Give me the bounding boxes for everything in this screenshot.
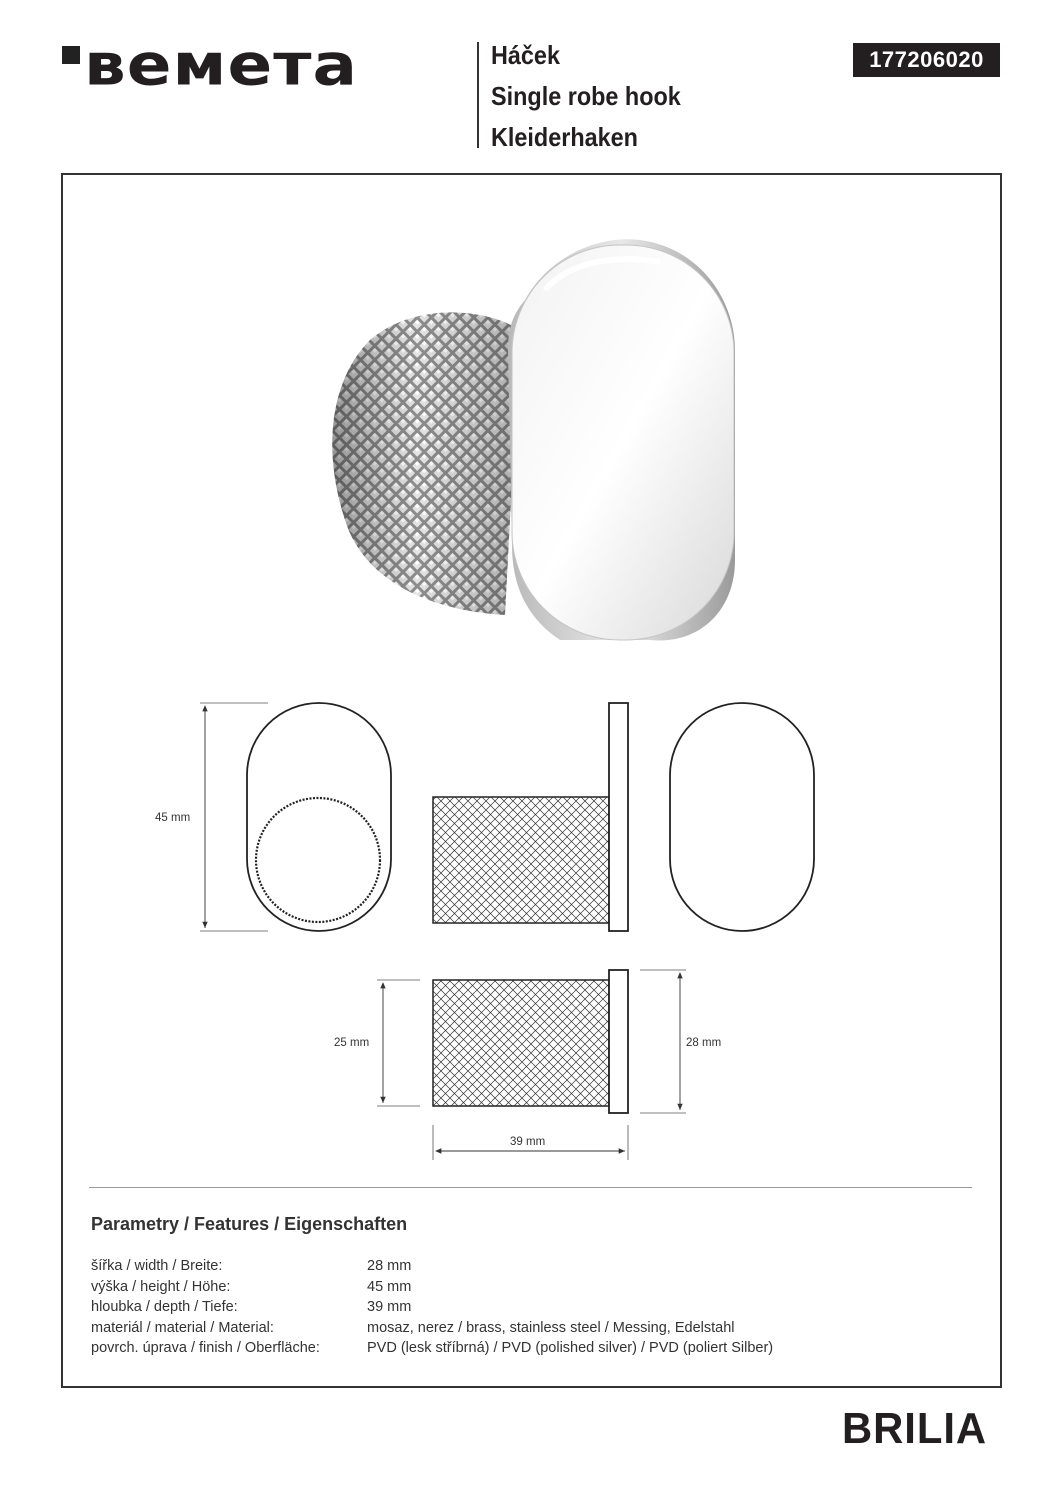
- brand-logo: ʙeмeтa: [84, 30, 359, 99]
- width-dimension-label: 28 mm: [686, 1037, 722, 1049]
- neck-dimension-label: 25 mm: [334, 1037, 370, 1049]
- side-view: [433, 703, 628, 931]
- spec-label: šířka / width / Breite:: [91, 1258, 223, 1274]
- header-divider: [477, 42, 479, 148]
- height-dimension-label: 45 mm: [155, 812, 191, 824]
- title-czech: Háček: [491, 40, 560, 70]
- section-divider: [89, 1187, 972, 1188]
- title-english: Single robe hook: [491, 81, 681, 111]
- spec-label: výška / height / Höhe:: [91, 1279, 231, 1295]
- spec-label: hloubka / depth / Tiefe:: [91, 1299, 238, 1315]
- features-heading: Parametry / Features / Eigenschaften: [91, 1214, 408, 1234]
- spec-value: PVD (lesk stříbrná) / PVD (polished silver) / PVD (poliert Silber): [367, 1340, 774, 1356]
- spec-row-finish: [91, 1340, 971, 1360]
- spec-row-height: [91, 1279, 971, 1299]
- spec-label: materiál / material / Material:: [91, 1320, 274, 1336]
- spec-value: 39 mm: [367, 1299, 412, 1315]
- spec-row-material: [91, 1320, 971, 1340]
- spec-value: 45 mm: [367, 1279, 412, 1295]
- series-name: BRILIA: [842, 1404, 988, 1453]
- spec-row-depth: [91, 1299, 971, 1319]
- product-code-badge: 177206020: [853, 43, 1000, 77]
- back-view: [670, 703, 814, 931]
- technical-drawing: [140, 690, 840, 1170]
- spec-row-width: [91, 1258, 971, 1278]
- spec-value: mosaz, nerez / brass, stainless steel / Messing, Edelstahl: [367, 1320, 735, 1336]
- spec-value: 28 mm: [367, 1258, 412, 1274]
- depth-dimension-label: 39 mm: [510, 1136, 546, 1148]
- top-view: [377, 970, 686, 1160]
- logo-mark: [62, 46, 80, 64]
- front-view: [200, 703, 391, 931]
- spec-label: povrch. úprava / finish / Oberfläche:: [91, 1340, 320, 1356]
- title-german: Kleiderhaken: [491, 122, 638, 152]
- product-photo: [300, 220, 760, 660]
